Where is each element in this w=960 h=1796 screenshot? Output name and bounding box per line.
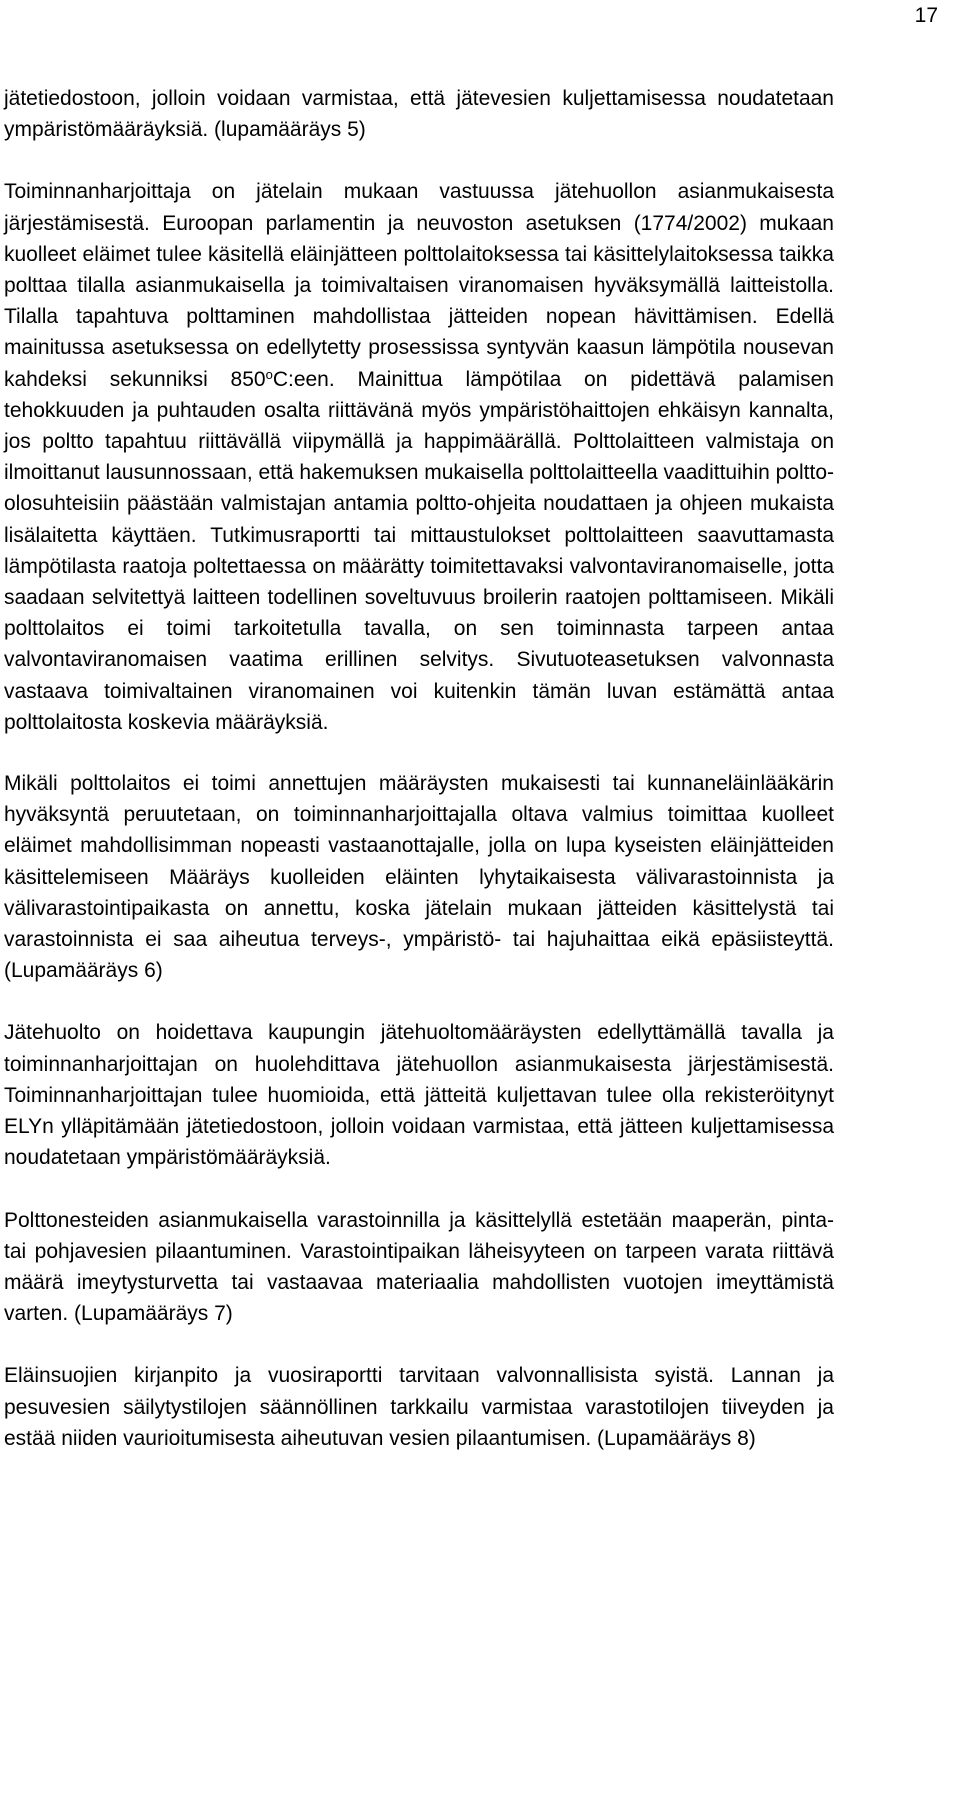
paragraph-record-keeping: Eläinsuojien kirjanpito ja vuosiraportti tarvitaan valvonnallisista syistä. Lannan ja pesuvesien säilytystilojen säännöllinen tarkkailu varmistaa varastotilojen tiiveyden ja estää niiden vaurioitumisesta aiheutuvan vesien pilaantumisen. (Lupamääräys 8) (4, 1364, 834, 1450)
paragraph-carcass-incineration (4, 176, 834, 738)
document-body (4, 83, 834, 1454)
paragraph-text: Toiminnanharjoittaja on jätelain mukaan vastuussa jätehuollon asianmukaisesta järjestämisestä. Euroopan parlamentin ja neuvoston asetuksen (1774/2002) mukaan kuolleet eläimet tulee käsitellä eläinjätteen polttolaitoksessa tai käsittelylaitoksessa taikka polttaa tilalla asianmukaisella ja toimivaltaisen viranomaisen hyväksymällä laitteistolla. Tilalla tapahtuva polttaminen mahdollistaa jätteiden nopean hävittämisen. Edellä mainitussa asetuksessa on edellytetty prosessissa syntyvän kaasun lämpötila nousevan kahdeksi sekunniksi 850 (4, 180, 834, 391)
paragraph-fuel-storage: Polttonesteiden asianmukaisella varastoinnilla ja käsittelyllä estetään maaperän, pinta- tai pohjavesien pilaantuminen. Varastointipaikan läheisyyteen on tarpeen varata riittävä määrä imeytysturvetta tai vastaavaa materiaalia mahdollisten vuotojen imeyttämistä varten. (Lupamääräys 7) (4, 1208, 834, 1326)
paragraph-waste-water-transport: jätetiedostoon, jolloin voidaan varmistaa, että jätevesien kuljettamisessa noudatetaan ympäristömääräyksiä. (lupamääräys 5) (4, 87, 834, 142)
paragraph-text: C:een. Mainittua lämpötilaa on pidettävä palamisen tehokkuuden ja puhtauden osalta riittävänä myös ympäristöhaittojen ehkäisyn kannalta, jos poltto tapahtuu riittävällä viipymällä ja happimäärällä. Polttolaitteen valmistaja on ilmoittanut lausunnossaan, että hakemuksen mukaisella polttolaitteella vaadittuihin poltto-olosuhteisiin päästään valmistajan antamia poltto-ohjeita noudattaen ja ohjeen mukaista lisälaitetta käyttäen. Tutkimusraportti tai mittaustulokset polttolaitteen saavuttamasta lämpötilasta raatoja poltettaessa on määrätty toimitettavaksi valvontaviranomaiselle, jotta saadaan selvitettyä laitteen todellinen soveltuvuus broilerin raatojen polttamiseen. Mikäli polttolaitos ei toimi tarkoitetulla tavalla, on sen toiminnasta tarpeen antaa valvontaviranomaisen vaatima erillinen selvitys. Sivutuoteasetuksen valvonnasta vastaava toimivaltainen viranomainen voi kuitenkin tämän luvan estämättä antaa polttolaitosta koskevia määräyksiä. (4, 367, 834, 734)
paragraph-interim-storage: Mikäli polttolaitos ei toimi annettujen määräysten mukaisesti tai kunnaneläinlääkärin hyväksyntä peruutetaan, on toiminnanharjoittajalla oltava valmius toimittaa kuolleet eläimet mahdollisimman nopeasti vastaanottajalle, jolla on lupa kyseisten eläinjätteiden käsittelemiseen Määräys kuolleiden eläinten lyhytaikaisesta välivarastoinnista ja välivarastointipaikasta on annettu, koska jätelain mukaan jätteiden käsittelystä tai varastoinnista ei saa aiheutua terveys-, ympäristö- tai hajuhaittaa eikä epäsiisteyttä. (Lupamääräys 6) (4, 772, 834, 983)
page-number: 17 (914, 4, 938, 27)
degree-superscript: o (265, 366, 273, 382)
paragraph-waste-management: Jätehuolto on hoidettava kaupungin jätehuoltomääräysten edellyttämällä tavalla ja toiminnanharjoittajan on huolehdittava jätehuollon asianmukaisesta järjestämisestä. Toiminnanharjoittajan tulee huomioida, että jätteitä kuljettavan tulee olla rekisteröitynyt ELYn ylläpitämään jätetiedostoon, jolloin voidaan varmistaa, että jätteen kuljettamisessa noudatetaan ympäristömääräyksiä. (4, 1021, 834, 1170)
